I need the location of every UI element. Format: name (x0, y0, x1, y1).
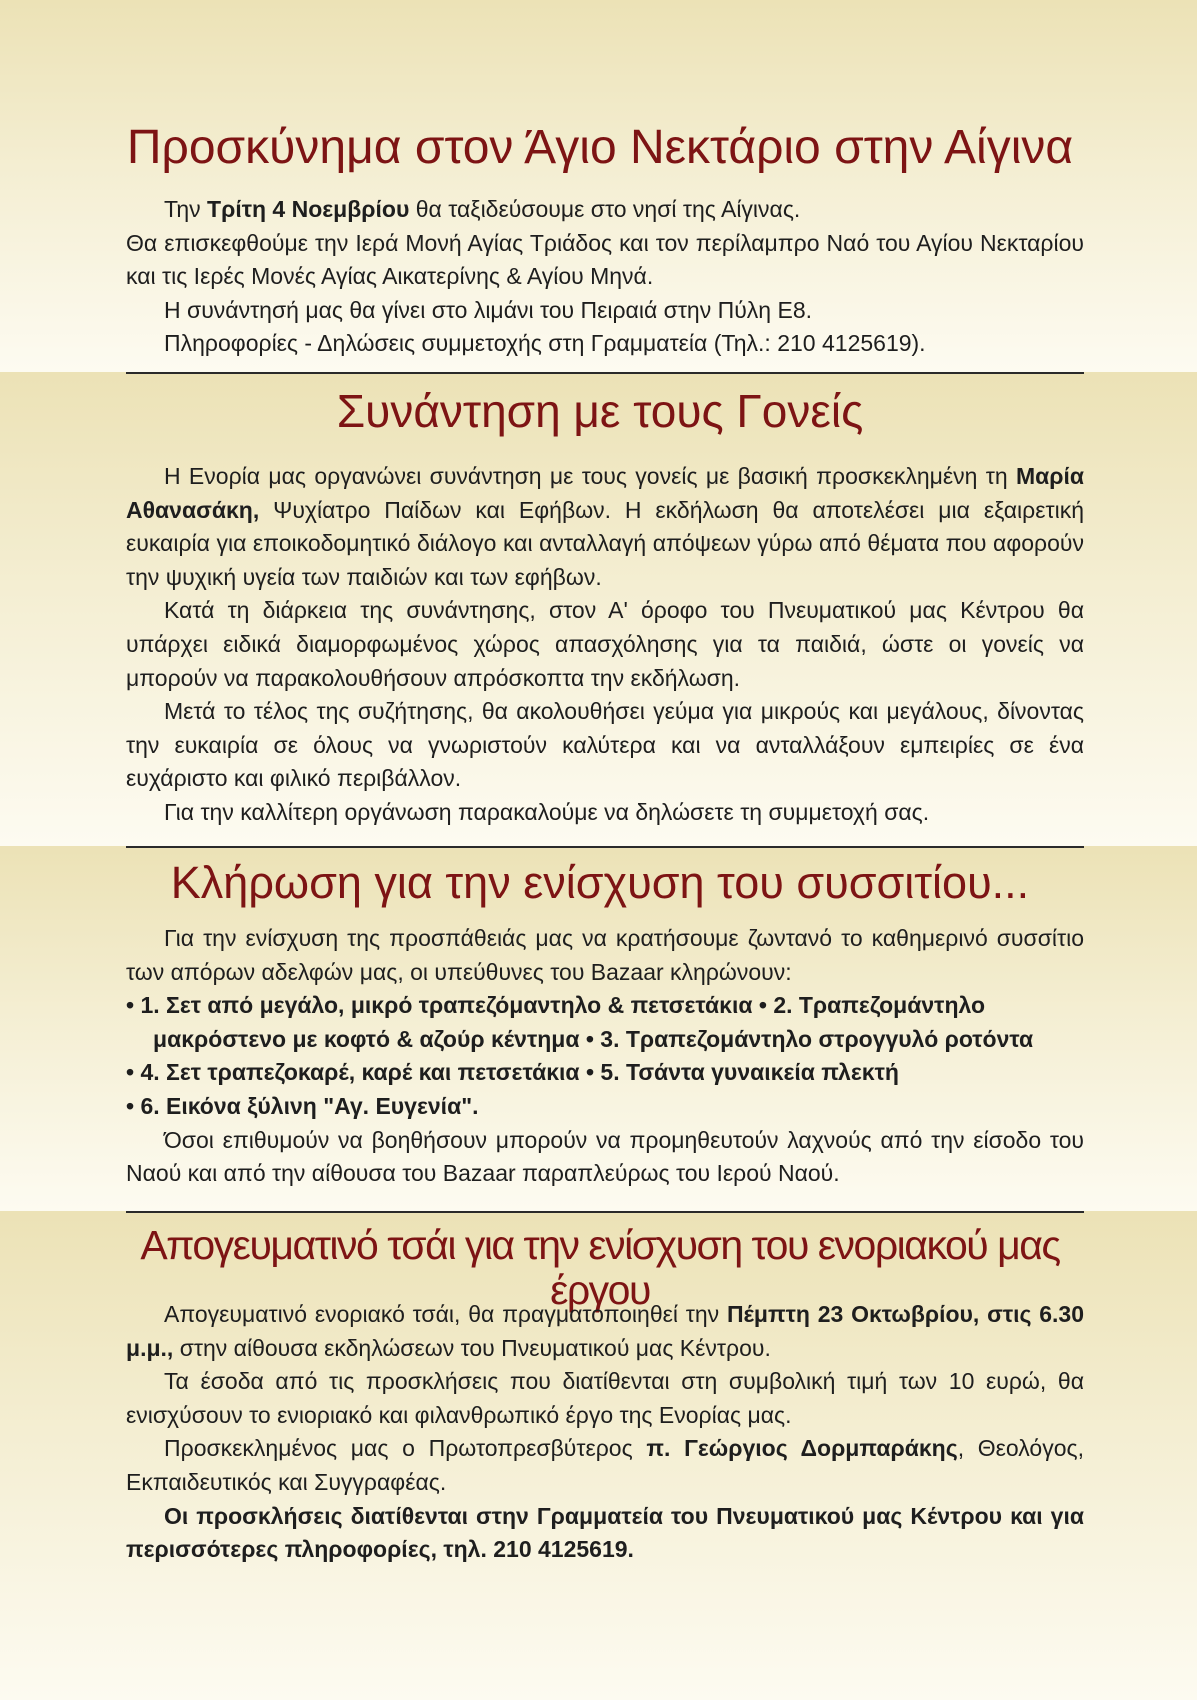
text: Απογευματινό ενοριακό τσάι, θα πραγματοποιηθεί την (164, 1301, 727, 1327)
raffle-prizes-line: • 4. Σετ τραπεζοκαρέ, καρέ και πετσετάκια • 5. Τσάντα γυναικεία πλεκτή (126, 1059, 899, 1086)
paragraph (126, 1500, 1084, 1567)
text: στην αίθουσα εκδηλώσεων του Πνευματικού μας Κέντρου. (173, 1334, 771, 1361)
raffle-prizes-line: • 6. Εικόνα ξύλινη "Αγ. Ευγενία". (126, 1092, 479, 1119)
raffle-prizes-line: • 1. Σετ από μεγάλο, μικρό τραπεζόμαντηλο & πετσετάκια • 2. Τραπεζομάντηλο (126, 992, 986, 1019)
text: Προσκεκλημένος μας ο Πρωτοπρεσβύτερος (164, 1435, 647, 1462)
paragraph: Η συνάντησή μας θα γίνει στο λιμάνι του Πειραιά στην Πύλη Ε8. (164, 296, 813, 323)
date-highlight: Τρίτη 4 Νοεμβρίου (207, 196, 410, 222)
divider (126, 372, 1084, 374)
paragraph: Για την ενίσχυση της προσπάθειάς μας να κρατήσουμε ζωντανό το καθημερινό συσσίτιο των απόρων αδελφών μας, οι υπεύθυνες του Bazaar κληρώνουν: (126, 925, 1084, 985)
paragraph (126, 460, 1084, 594)
divider (126, 846, 1084, 848)
section-title-raffle: Κλήρωση για την ενίσχυση του συσσιτίου... (170, 857, 1030, 908)
section-body-afternoon-tea (126, 1298, 1084, 1567)
raffle-prizes-line: μακρόστενο με κοφτό & αζούρ κέντημα • 3. Τραπεζομάντηλο στρογγυλό ροτόντα (153, 1025, 1034, 1052)
section-title-afternoon-tea: Απογευματινό τσάι για την ενίσχυση του ενοριακού μας έργου (140, 1222, 1060, 1314)
section-body-raffle (126, 922, 1084, 1191)
text: Ψυχίατρο Παίδων και Εφήβων. Η εκδήλωση θα αποτελέσει μια εξαιρετική ευκαιρία για εποικοδομητικό διάλογο και ανταλλαγή απόψεων γύρω από θέματα που αφορούν την ψυχική υγεία των παιδιών και των εφήβων. (126, 496, 1084, 590)
text: Την (164, 196, 208, 222)
text: Η Ενορία μας οργανώνει συνάντηση με τους γονείς με βασική προσκεκλημένη τη (164, 463, 1016, 489)
section-body-pilgrimage (126, 193, 1084, 361)
paragraph: Πληροφορίες - Δηλώσεις συμμετοχής στη Γραμματεία (Τηλ.: 210 4125619). (164, 330, 926, 357)
divider (126, 1211, 1084, 1213)
paragraph: Για την καλλίτερη οργάνωση παρακαλούμε να δηλώσετε τη συμμετοχή σας. (164, 798, 930, 825)
paragraph: Τα έσοδα από τις προσκλήσεις που διατίθενται στη συμβολική τιμή των 10 ευρώ, θα ενισχύσουν το ενιοριακό και φιλανθρωπικό έργο της Ενορίας μας. (126, 1368, 1084, 1428)
speaker-name: π. Γεώργιος Δορμπαράκης (646, 1435, 958, 1462)
section-body-parents-meeting (126, 460, 1084, 830)
invitation-info: Οι προσκλήσεις διατίθενται στην Γραμματεία του Πνευματικού μας Κέντρου και για περισσότερες πληροφορίες, τηλ. 210 4125619. (126, 1502, 1084, 1563)
text: θα ταξιδεύσουμε στο νησί της Αίγινας. (409, 196, 801, 222)
paragraph: Κατά τη διάρκεια της συνάντησης, στον Α' όροφο του Πνευματικού μας Κέντρου θα υπάρχει ειδικά διαμορφωμένος χώρος απασχόλησης για τα παιδιά, ώστε οι γονείς να μπορούν να παρακολουθήσουν απρόσκοπτα την εκδήλωση. (126, 597, 1084, 691)
section-title-parents-meeting: Συνάντηση με τους Γονείς (336, 385, 864, 437)
paragraph (126, 1432, 1084, 1499)
paragraph: Μετά το τέλος της συζήτησης, θα ακολουθήσει γεύμα για μικρούς και μεγάλους, δίνοντας την ευκαιρία σε όλους να γνωριστούν καλύτερα και να ανταλλάξουν εμπειρίες σε ένα ευχάριστο και φιλικό περιβάλλον. (126, 698, 1084, 792)
date-highlight: Πέμπτη 23 Οκτωβρίου, στις 6.30 μ.μ., (126, 1301, 1085, 1361)
paragraph (126, 193, 1084, 227)
paragraph: Θα επισκεφθούμε την Ιερά Μονή Αγίας Τριάδος και τον περίλαμπρο Ναό του Αγίου Νεκταρίου και τις Ιερές Μονές Αγίας Αικατερίνης & Αγίου Μηνά. (126, 229, 1084, 290)
speaker-name: Μαρία Αθανασάκη, (126, 463, 1084, 523)
paragraph (126, 1298, 1084, 1365)
section-title-pilgrimage: Προσκύνημα στον Άγιο Νεκτάριο στην Αίγινα (126, 121, 1074, 174)
paragraph: Όσοι επιθυμούν να βοηθήσουν μπορούν να προμηθευτούν λαχνούς από την είσοδο του Ναού και από την αίθουσα του Bazaar παραπλεύρως του Ιερού Ναού. (126, 1126, 1084, 1187)
text: , Θεολόγος, Εκπαιδευτικός και Συγγραφέας. (126, 1435, 1084, 1495)
